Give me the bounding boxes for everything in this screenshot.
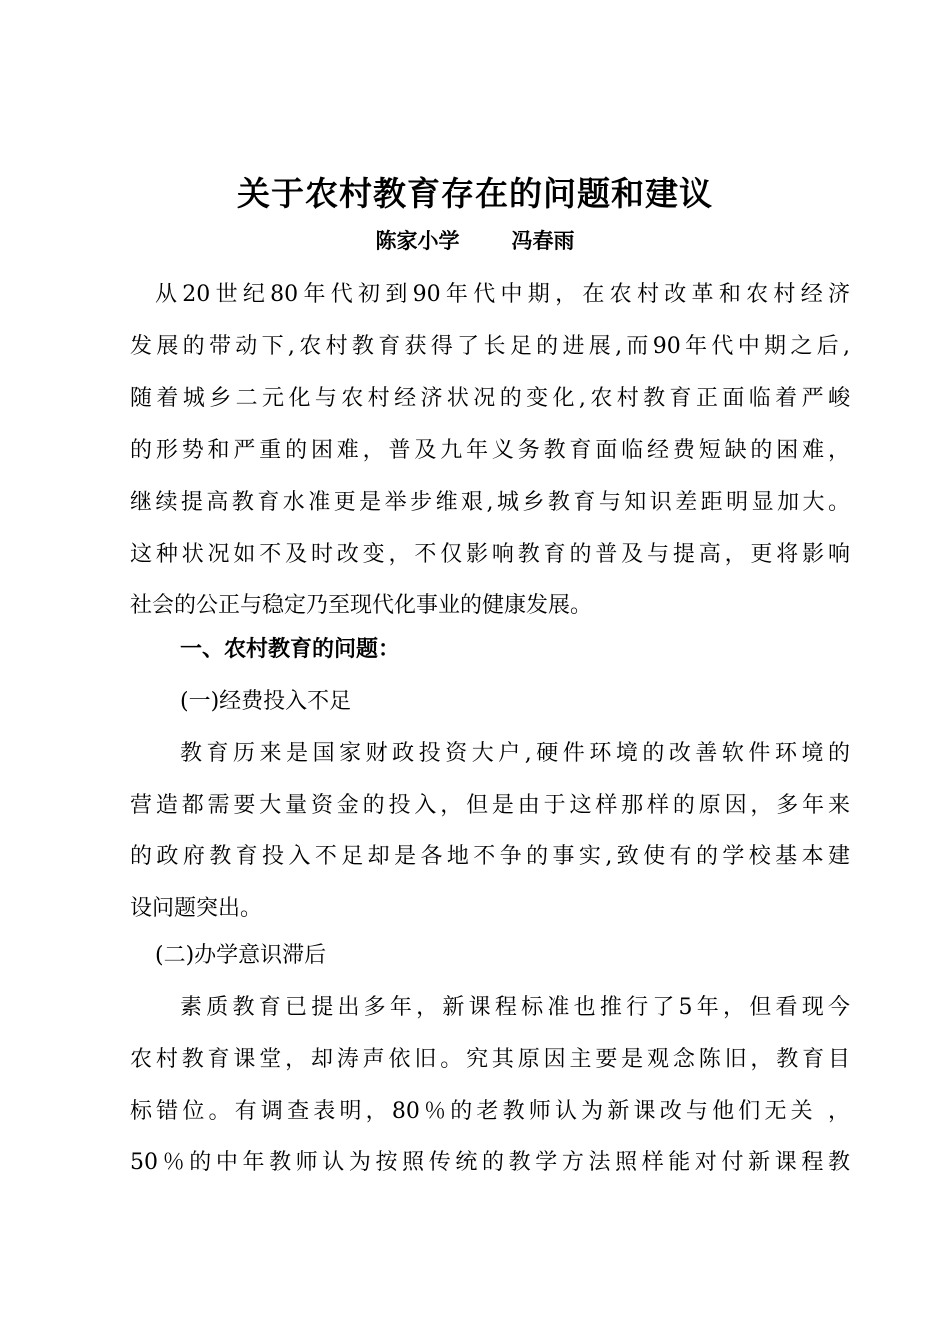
section-heading: 一、农村教育的问题： (180, 637, 401, 662)
intro-line: 继续提高教育水准更是举步维艰,城乡教育与知识差距明显加大。 (130, 490, 850, 515)
paragraph-line: 的政府教育投入不足却是各地不争的事实,致使有的学校基本建 (130, 844, 850, 869)
subsection-heading: (二)办学意识滞后 (155, 943, 327, 968)
intro-line: 这种状况如不及时改变，不仅影响教育的普及与提高，更将影响 (130, 542, 850, 567)
paragraph-line: 教育历来是国家财政投资大户,硬件环境的改善软件环境的 (180, 741, 850, 766)
document-title: 关于农村教育存在的问题和建议 (237, 174, 713, 213)
author-line (0, 224, 950, 258)
paragraph-line: 设问题突出。 (130, 896, 263, 921)
intro-line: 发展的带动下,农村教育获得了长足的进展,而90年代中期之后, (130, 334, 850, 359)
subsection-heading: (一)经费投入不足 (180, 689, 352, 714)
paragraph-line: 营造都需要大量资金的投入，但是由于这样那样的原因，多年来 (130, 793, 850, 818)
intro-line: 从20世纪80年代初到90年代中期，在农村改革和农村经济 (155, 282, 850, 307)
paragraph-line: 标错位。有调查表明，80％的老教师认为新课改与他们无关 ， (130, 1099, 850, 1124)
intro-line: 随着城乡二元化与农村经济状况的变化,农村教育正面临着严峻 (130, 386, 850, 411)
author-school: 陈家小学 (375, 229, 460, 253)
paragraph-line: 50％的中年教师认为按照传统的教学方法照样能对付新课程教 (130, 1150, 850, 1175)
intro-line: 社会的公正与稳定乃至现代化事业的健康发展。 (130, 593, 593, 618)
intro-line: 的形势和严重的困难，普及九年义务教育面临经费短缺的困难， (130, 438, 850, 463)
author-name: 冯春雨 (511, 229, 575, 253)
paragraph-line: 农村教育课堂，却涛声依旧。究其原因主要是观念陈旧，教育目 (130, 1047, 850, 1072)
paragraph-line: 素质教育已提出多年，新课程标准也推行了5年，但看现今 (180, 995, 850, 1020)
